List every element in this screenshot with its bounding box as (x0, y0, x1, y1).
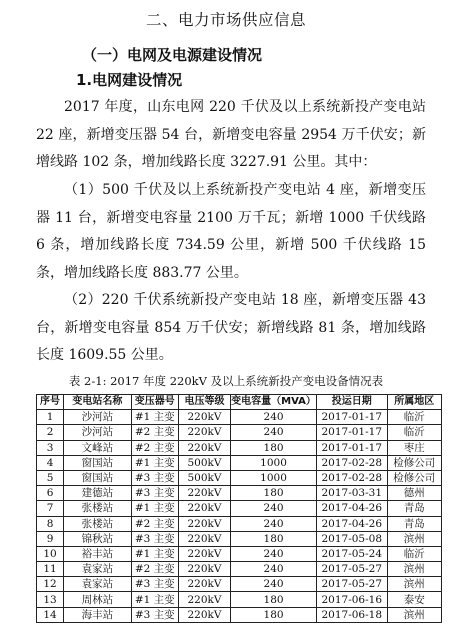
cell-region: 滨州 (387, 562, 441, 577)
cell-capacity: 180 (231, 486, 317, 501)
cell-station: 沙河站 (64, 425, 132, 440)
cell-voltage: 220kV (178, 440, 230, 455)
table-row (37, 470, 442, 485)
cell-station: 文峰站 (64, 440, 132, 455)
cell-transformer: #3 主变 (131, 531, 178, 546)
cell-index: 4 (37, 455, 64, 470)
cell-voltage: 220kV (178, 516, 230, 531)
cell-capacity: 240 (231, 546, 317, 561)
cell-capacity: 180 (231, 607, 317, 622)
cell-voltage: 220kV (178, 410, 230, 425)
cell-index: 13 (37, 592, 64, 607)
cell-region: 青岛 (387, 516, 441, 531)
cell-region: 德州 (387, 486, 441, 501)
cell-date: 2017-06-16 (316, 592, 387, 607)
table-row (37, 607, 442, 622)
cell-region: 临沂 (387, 425, 441, 440)
cell-transformer: #1 主变 (131, 592, 178, 607)
table-row (37, 562, 442, 577)
cell-transformer: #2 主变 (131, 440, 178, 455)
cell-transformer: #2 主变 (131, 516, 178, 531)
cell-station: 沙河站 (64, 410, 132, 425)
header-region: 所属地区 (387, 395, 441, 410)
paragraph-500kv: （1）500 千伏及以上系统新投产变电站 4 座，新增变压器 11 台，新增变电容量 2100 万千瓦；新增 1000 千伏线路 6 条，增加线路长度 734.59 公里，新增 500 千伏线路 15 条，增加线路长度 883.77 公里。 (36, 182, 426, 281)
table-row (37, 486, 442, 501)
cell-date: 2017-05-27 (316, 577, 387, 592)
cell-index: 12 (37, 577, 64, 592)
cell-voltage: 220kV (178, 531, 230, 546)
header-transformer: 变压器号 (131, 395, 178, 410)
paragraph-220kv: （2）220 千伏系统新投产变电站 18 座，新增变压器 43 台，新增变电容量 854 万千伏安；新增线路 81 条，增加线路长度 1609.55 公里。 (36, 292, 426, 363)
cell-index: 9 (37, 531, 64, 546)
cell-station: 海丰站 (64, 607, 132, 622)
table-row (37, 592, 442, 607)
header-station: 变电站名称 (64, 395, 132, 410)
header-date: 投运日期 (316, 395, 387, 410)
table-row (37, 577, 442, 592)
cell-capacity: 240 (231, 501, 317, 516)
cell-date: 2017-05-08 (316, 531, 387, 546)
cell-voltage: 220kV (178, 577, 230, 592)
cell-transformer: #1 主变 (131, 501, 178, 516)
cell-capacity: 240 (231, 425, 317, 440)
cell-date: 2017-02-28 (316, 455, 387, 470)
cell-capacity: 180 (231, 531, 317, 546)
cell-index: 14 (37, 607, 64, 622)
cell-voltage: 220kV (178, 425, 230, 440)
cell-index: 2 (37, 425, 64, 440)
cell-station: 建德站 (64, 486, 132, 501)
cell-date: 2017-01-17 (316, 440, 387, 455)
cell-voltage: 220kV (178, 607, 230, 622)
table-row (37, 501, 442, 516)
cell-date: 2017-05-24 (316, 546, 387, 561)
cell-index: 7 (37, 501, 64, 516)
cell-index: 5 (37, 470, 64, 485)
cell-region: 青岛 (387, 501, 441, 516)
cell-capacity: 240 (231, 562, 317, 577)
cell-date: 2017-04-26 (316, 516, 387, 531)
table-caption: 表 2-1: 2017 年度 220kV 及以上系统新投产变电设备情况表 (68, 374, 384, 388)
cell-station: 张楼站 (64, 501, 132, 516)
table-header-row (37, 395, 442, 410)
table-row (37, 440, 442, 455)
table-row (37, 546, 442, 561)
cell-voltage: 220kV (178, 562, 230, 577)
cell-region: 检修公司 (387, 470, 441, 485)
cell-station: 张楼站 (64, 516, 132, 531)
cell-transformer: #3 主变 (131, 470, 178, 485)
cell-region: 临沂 (387, 546, 441, 561)
cell-date: 2017-04-26 (316, 501, 387, 516)
header-capacity: 变电容量（MVA） (231, 395, 317, 410)
cell-date: 2017-06-18 (316, 607, 387, 622)
cell-voltage: 220kV (178, 546, 230, 561)
header-index: 序号 (37, 395, 64, 410)
cell-region: 检修公司 (387, 455, 441, 470)
cell-index: 1 (37, 410, 64, 425)
cell-date: 2017-01-17 (316, 410, 387, 425)
cell-region: 滨州 (387, 531, 441, 546)
cell-capacity: 1000 (231, 455, 317, 470)
cell-region: 泰安 (387, 592, 441, 607)
section-title: 二、电力市场供应信息 (145, 11, 306, 29)
cell-capacity: 180 (231, 592, 317, 607)
cell-index: 10 (37, 546, 64, 561)
cell-index: 3 (37, 440, 64, 455)
cell-transformer: #1 主变 (131, 546, 178, 561)
cell-station: 袁家站 (64, 577, 132, 592)
cell-region: 滨州 (387, 577, 441, 592)
cell-region: 滨州 (387, 607, 441, 622)
cell-voltage: 500kV (178, 470, 230, 485)
sub-subsection-title: 1.电网建设情况 (76, 71, 183, 89)
cell-station: 窗国站 (64, 470, 132, 485)
paragraph-summary: 2017 年度，山东电网 220 千伏及以上系统新投产变电站 22 座，新增变压器 54 台，新增变电容量 2954 万千伏安；新增线路 102 条，增加线路长度 3227.91 公里。其中： (36, 99, 426, 170)
cell-region: 临沂 (387, 410, 441, 425)
cell-transformer: #2 主变 (131, 562, 178, 577)
cell-date: 2017-01-17 (316, 425, 387, 440)
cell-date: 2017-03-31 (316, 486, 387, 501)
cell-capacity: 240 (231, 577, 317, 592)
table-row (37, 455, 442, 470)
cell-station: 窗国站 (64, 455, 132, 470)
cell-capacity: 180 (231, 440, 317, 455)
cell-capacity: 240 (231, 410, 317, 425)
cell-index: 11 (37, 562, 64, 577)
cell-voltage: 220kV (178, 592, 230, 607)
cell-transformer: #3 主变 (131, 607, 178, 622)
cell-date: 2017-02-28 (316, 470, 387, 485)
cell-index: 8 (37, 516, 64, 531)
cell-station: 锦秋站 (64, 531, 132, 546)
cell-index: 6 (37, 486, 64, 501)
cell-transformer: #1 主变 (131, 410, 178, 425)
table-body (37, 410, 442, 623)
cell-voltage: 500kV (178, 455, 230, 470)
table-row (37, 516, 442, 531)
subsection-title: （一）电网及电源建设情况 (82, 46, 263, 64)
cell-region: 枣庄 (387, 440, 441, 455)
cell-transformer: #1 主变 (131, 455, 178, 470)
cell-transformer: #3 主变 (131, 486, 178, 501)
substation-table (36, 394, 442, 623)
cell-voltage: 220kV (178, 501, 230, 516)
table-row (37, 425, 442, 440)
cell-date: 2017-05-27 (316, 562, 387, 577)
cell-station: 袁家站 (64, 562, 132, 577)
cell-station: 裕丰站 (64, 546, 132, 561)
cell-transformer: #2 主变 (131, 425, 178, 440)
cell-station: 周林站 (64, 592, 132, 607)
cell-capacity: 240 (231, 516, 317, 531)
table-row (37, 410, 442, 425)
header-voltage: 电压等级 (178, 395, 230, 410)
cell-capacity: 1000 (231, 470, 317, 485)
cell-voltage: 220kV (178, 486, 230, 501)
cell-transformer: #3 主变 (131, 577, 178, 592)
table-row (37, 531, 442, 546)
